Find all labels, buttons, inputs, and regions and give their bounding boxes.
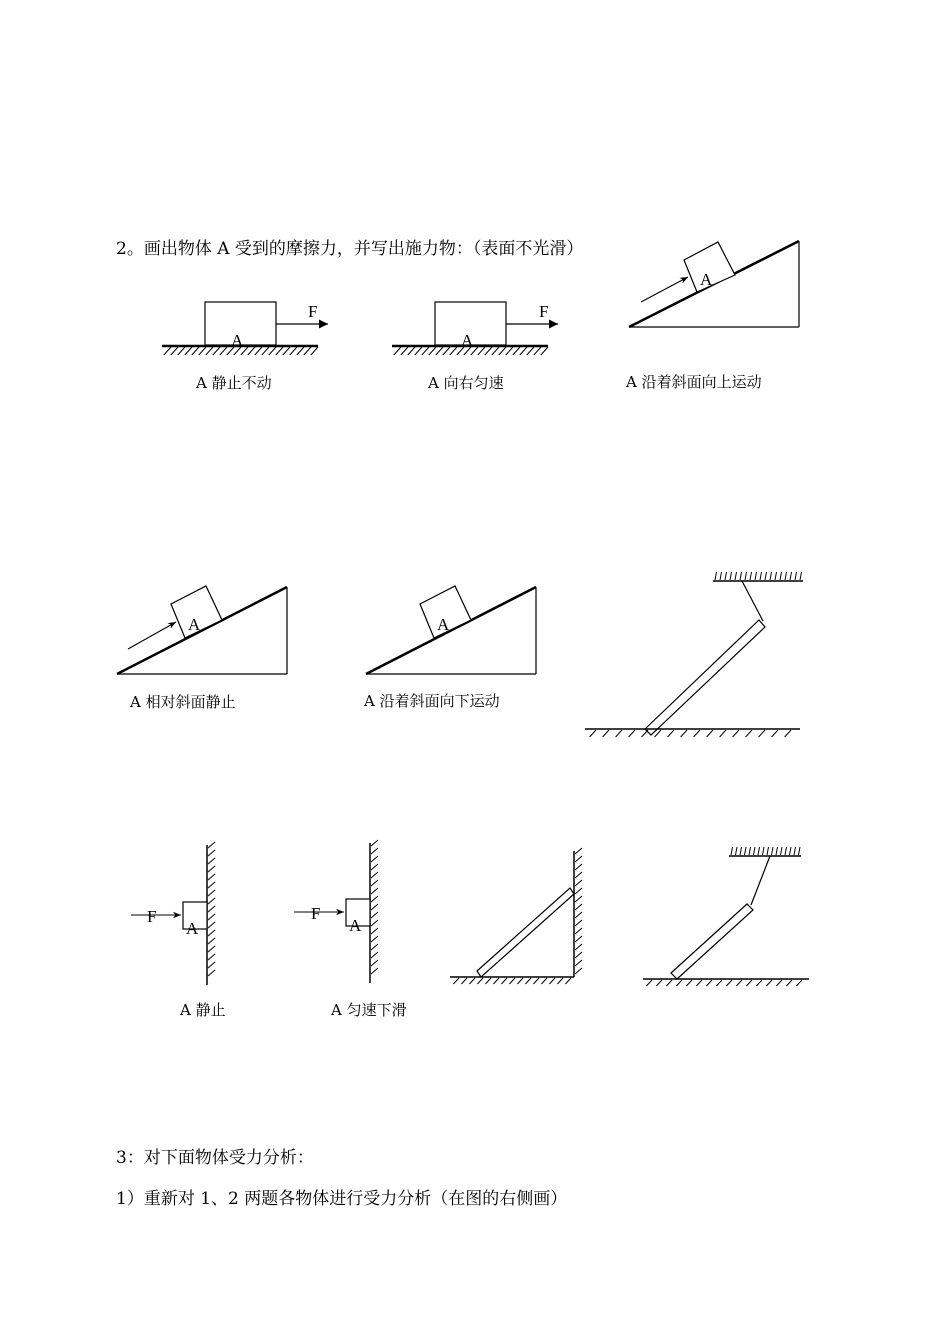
- fig4-incline-static: [117, 586, 287, 674]
- fig8-block-on-wall-sliding: [294, 840, 378, 983]
- fig3-incline-moving-up: [629, 241, 799, 327]
- fig1-force-label: F: [308, 302, 318, 321]
- fig3-object-label: A: [700, 270, 713, 289]
- fig3-motion-arrow: [641, 277, 688, 302]
- fig1-block-on-ground: [162, 302, 328, 355]
- fig9-rod-wall-ground: [450, 848, 582, 984]
- fig2-object-label: A: [461, 331, 474, 350]
- caption-fig1: A 静止不动: [196, 374, 272, 392]
- fig1-object-label: A: [231, 331, 244, 350]
- fig4-object-label: A: [188, 615, 201, 634]
- caption-fig7: A 静止: [180, 1001, 226, 1019]
- caption-fig4: A 相对斜面静止: [130, 693, 236, 711]
- fig5-object-label: A: [437, 615, 450, 634]
- fig5-incline-moving-down: [366, 586, 536, 674]
- fig10-string: [751, 856, 770, 905]
- fig9-rod: [477, 888, 574, 977]
- fig2-block-on-ground: [392, 302, 558, 355]
- fig7-force-label: F: [147, 907, 157, 926]
- fig10-rod: [671, 904, 753, 979]
- section3-heading: 3：对下面物体受力分析：: [116, 1148, 314, 1168]
- fig4-arrow: [128, 622, 176, 649]
- fig6-rod: [645, 620, 765, 735]
- section3-item1: 1）重新对 1、2 两题各物体进行受力分析（在图的右侧画）: [116, 1189, 568, 1209]
- section2-heading: 2。画出物体 A 受到的摩擦力，并写出施力物：（表面不光滑）: [116, 239, 584, 259]
- caption-fig3: A 沿着斜面向上运动: [626, 373, 762, 391]
- fig2-force-label: F: [539, 302, 549, 321]
- caption-fig8: A 匀速下滑: [331, 1001, 407, 1019]
- caption-fig2: A 向右匀速: [428, 374, 504, 392]
- fig8-force-label: F: [311, 904, 321, 923]
- fig7-object-label: A: [186, 919, 199, 938]
- fig10-rod-ceiling-ground: [643, 847, 809, 986]
- fig8-object-label: A: [349, 916, 362, 935]
- fig6-string: [742, 581, 763, 621]
- fig7-block-on-wall-static: [131, 842, 215, 985]
- fig6-rod-ceiling-ground: [585, 572, 803, 737]
- caption-fig5: A 沿着斜面向下运动: [364, 692, 500, 710]
